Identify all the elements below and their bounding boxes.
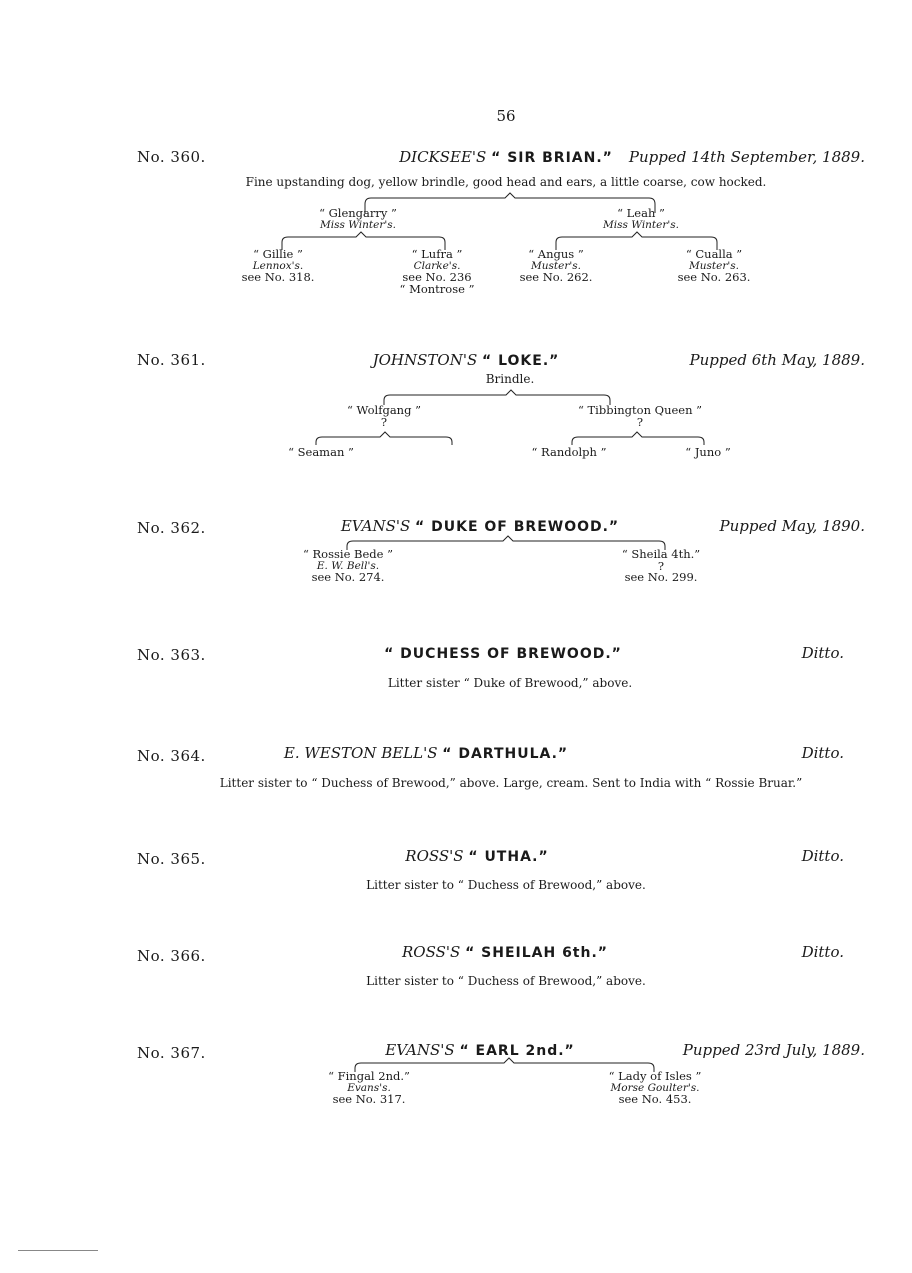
sire-sire-name: “ Seaman ” bbox=[288, 445, 354, 459]
dam-sire-owner: Muster's. bbox=[531, 259, 581, 272]
sire-owner: Evans's. bbox=[347, 1081, 391, 1094]
owner-name: ROSS'S bbox=[402, 943, 461, 961]
owner-name: JOHNSTON'S bbox=[372, 351, 478, 369]
sire-dam-name: “ Lufra ” bbox=[411, 247, 463, 261]
sire-dam-ref: see No. 236 bbox=[402, 270, 472, 284]
dam-sire-name: “ Angus ” bbox=[528, 247, 584, 261]
dam-name: “ Lady of Isles ” bbox=[608, 1069, 702, 1083]
description: Litter sister to “ Duchess of Brewood,” above. Large, cream. Sent to India with “ Rossie Bruar.” bbox=[219, 776, 803, 790]
description: Brindle. bbox=[485, 372, 535, 386]
sire-owner: E. W. Bell's. bbox=[316, 559, 380, 572]
sire-unknown-mark: ? bbox=[380, 414, 388, 429]
sire-owner: Miss Winter's. bbox=[319, 218, 397, 231]
dam-name: “ Sheila 4th.” bbox=[621, 547, 701, 561]
sire-name: “ Fingal 2nd.” bbox=[328, 1069, 410, 1083]
dog-name: “ SIR BRIAN.” bbox=[491, 150, 613, 166]
sire-name: “ Rossie Bede ” bbox=[302, 547, 394, 561]
sire-ref: see No. 317. bbox=[332, 1092, 406, 1106]
dog-name: “ DARTHULA.” bbox=[442, 746, 569, 762]
dam-name: “ Tibbington Queen ” bbox=[577, 403, 703, 417]
sire bbox=[328, 1071, 410, 1106]
dam-unknown-mark: ? bbox=[657, 558, 665, 573]
dog-name: “ LOKE.” bbox=[482, 353, 560, 369]
dog-name: “ DUCHESS OF BREWOOD.” bbox=[384, 646, 622, 662]
entry-number: No. 365. bbox=[137, 850, 206, 868]
dam-name: “ Leah ” bbox=[617, 206, 665, 220]
dam bbox=[609, 1071, 702, 1106]
pupped-date: Pupped May, 1890. bbox=[719, 517, 865, 535]
dog-name: “ EARL 2nd.” bbox=[459, 1043, 575, 1059]
footer-rule bbox=[18, 1250, 98, 1251]
sire-name: “ Glengarry ” bbox=[319, 206, 397, 220]
description: Litter sister “ Duke of Brewood,” above. bbox=[387, 676, 633, 690]
owner-name: DICKSEE'S bbox=[399, 148, 487, 166]
dam-ref: see No. 299. bbox=[624, 570, 698, 584]
owner-name: EVANS'S bbox=[385, 1041, 455, 1059]
entry-number: No. 364. bbox=[137, 747, 206, 765]
dam-owner: Miss Winter's. bbox=[602, 218, 680, 231]
description: Fine upstanding dog, yellow brindle, good head and ears, a little coarse, cow hocked. bbox=[245, 175, 767, 189]
entry-number: No. 363. bbox=[137, 646, 206, 664]
sire-sire-ref: see No. 318. bbox=[241, 270, 315, 284]
pupped-date: Pupped 14th September, 1889. bbox=[628, 148, 865, 166]
dam-unknown-mark: ? bbox=[636, 414, 644, 429]
description: Litter sister to “ Duchess of Brewood,” above. bbox=[366, 974, 646, 988]
entry-number: No. 362. bbox=[137, 519, 206, 537]
pupped-date: Ditto. bbox=[801, 744, 844, 762]
dam-sire-name: “ Randolph ” bbox=[531, 445, 607, 459]
dam-dam-name: “ Cualla ” bbox=[685, 247, 743, 261]
dam-owner: Morse Goulter's. bbox=[610, 1081, 700, 1094]
pupped-date: Ditto. bbox=[801, 943, 844, 961]
sire-ref: see No. 274. bbox=[311, 570, 385, 584]
sire-sire-owner: Lennox's. bbox=[252, 259, 304, 272]
pupped-date: Ditto. bbox=[801, 644, 844, 662]
dog-name: “ DUKE OF BREWOOD.” bbox=[415, 519, 620, 535]
owner-name: ROSS'S bbox=[405, 847, 464, 865]
sire-name: “ Wolfgang ” bbox=[347, 403, 421, 417]
pupped-date: Ditto. bbox=[801, 847, 844, 865]
pupped-date: Pupped 6th May, 1889. bbox=[689, 351, 865, 369]
entry-number: No. 366. bbox=[137, 947, 206, 965]
page-number: 56 bbox=[496, 107, 516, 125]
entry-number: No. 361. bbox=[137, 351, 206, 369]
entry-number: No. 367. bbox=[137, 1044, 206, 1062]
dam-ref: see No. 453. bbox=[618, 1092, 692, 1106]
description: Litter sister to “ Duchess of Brewood,” above. bbox=[366, 878, 646, 892]
dam-sire-ref: see No. 262. bbox=[519, 270, 593, 284]
owner-name: EVANS'S bbox=[340, 517, 411, 535]
pupped-date: Pupped 23rd July, 1889. bbox=[682, 1041, 865, 1059]
owner-name: E. WESTON BELL'S bbox=[283, 744, 438, 762]
dam-dam-owner: Muster's. bbox=[689, 259, 739, 272]
dog-name: “ SHEILAH 6th.” bbox=[465, 945, 608, 961]
dam-dam-name: “ Juno ” bbox=[685, 445, 731, 459]
entry-number: No. 360. bbox=[137, 148, 206, 166]
dog-name: “ UTHA.” bbox=[468, 849, 549, 865]
dam-dam-ref: see No. 263. bbox=[677, 270, 751, 284]
sire-sire-name: “ Gillie ” bbox=[253, 247, 303, 261]
sire-dam-extra: “ Montrose ” bbox=[399, 281, 475, 296]
sire-dam-owner: Clarke's. bbox=[413, 259, 461, 272]
